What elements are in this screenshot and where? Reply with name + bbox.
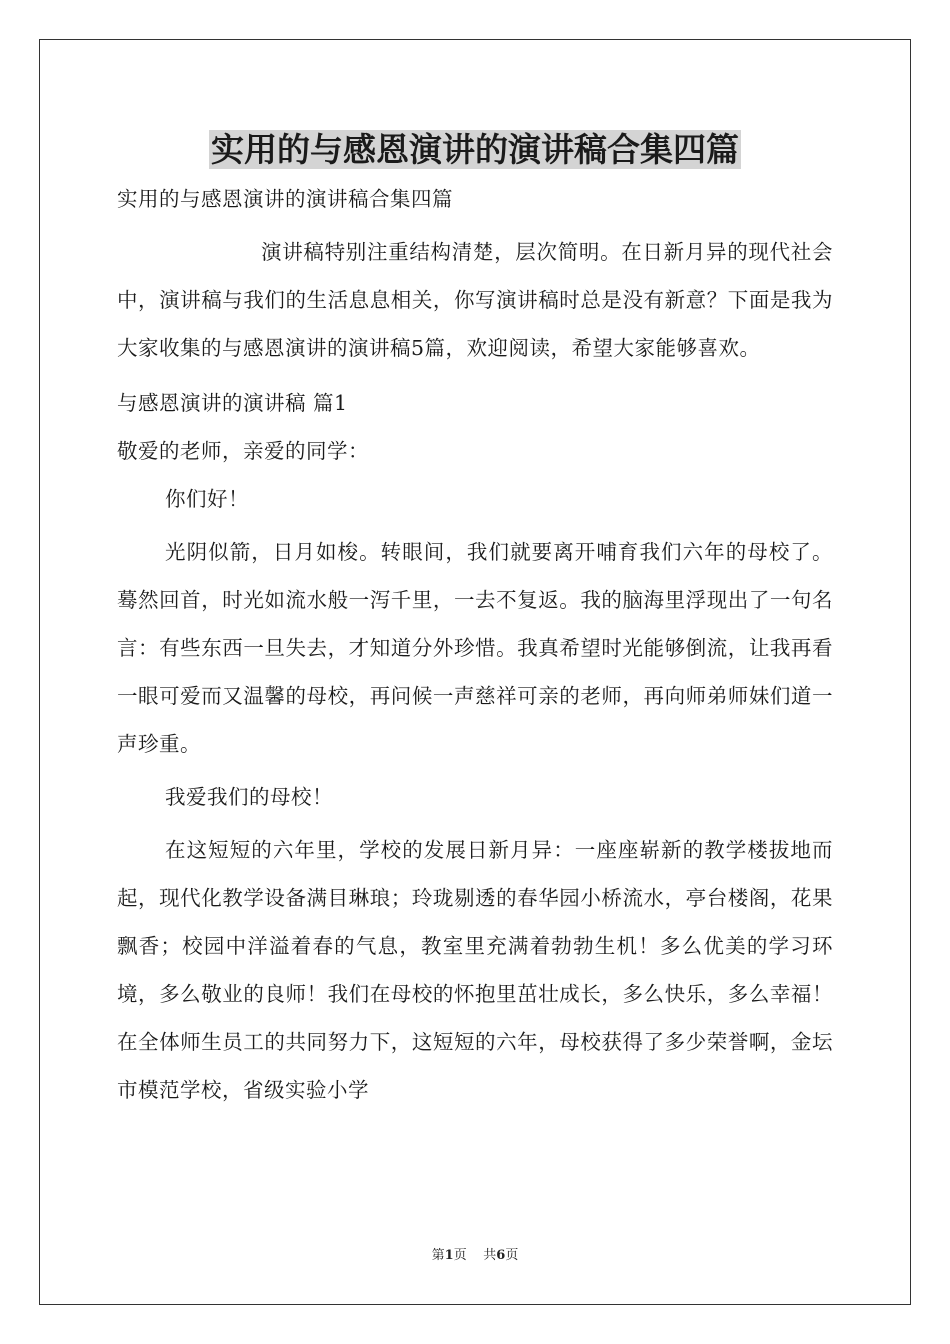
page-prefix: 第 (431, 1248, 445, 1263)
document-subtitle: 实用的与感恩演讲的演讲稿合集四篇 (117, 187, 453, 211)
total-suffix: 页 (505, 1248, 519, 1263)
page-footer (0, 1247, 950, 1265)
page-suffix: 页 (453, 1248, 467, 1263)
document-title-text: 实用的与感恩演讲的演讲稿合集四篇 (211, 130, 739, 169)
page-total: 6 (496, 1248, 506, 1263)
salutation: 敬爱的老师，亲爱的同学： (117, 439, 369, 463)
total-prefix: 共 (483, 1248, 497, 1263)
body-paragraph-1: 光阴似箭，日月如梭。转眼间，我们就要离开哺育我们六年的母校了。蓦然回首，时光如流水般一泻千里，一去不复返。我的脑海里浮现出了一句名言：有些东西一旦失去，才知道分外珍惜。我真希望时光能够倒流，让我再看一眼可爱而又温馨的母校，再问候一声慈祥可亲的老师，再向师弟师妹们道一声珍重。 (117, 540, 833, 756)
document-title (0, 124, 950, 176)
greeting: 你们好！ (165, 487, 249, 511)
page-current: 1 (444, 1248, 454, 1263)
body-paragraph-2: 在这短短的六年里，学校的发展日新月异：一座座崭新的教学楼拔地而起，现代化教学设备满目琳琅；玲珑剔透的春华园小桥流水，亭台楼阁，花果飘香；校园中洋溢着春的气息，教室里充满着勃勃生机！多么优美的学习环境，多么敬业的良师！我们在母校的怀抱里茁壮成长，多么快乐，多么幸福！在全体师生员工的共同努力下，这短短的六年，母校获得了多少荣誉啊，金坛市模范学校，省级实验小学 (117, 838, 833, 1102)
exclamation-line: 我爱我们的母校！ (165, 785, 333, 809)
intro-paragraph: 演讲稿特别注重结构清楚，层次简明。在日新月异的现代社会中，演讲稿与我们的生活息息相关，你写演讲稿时总是没有新意？下面是我为大家收集的与感恩演讲的演讲稿5篇，欢迎阅读，希望大家能够喜欢。 (117, 240, 833, 360)
document-body (117, 180, 833, 1114)
section-heading: 与感恩演讲的演讲稿 篇1 (117, 391, 348, 415)
